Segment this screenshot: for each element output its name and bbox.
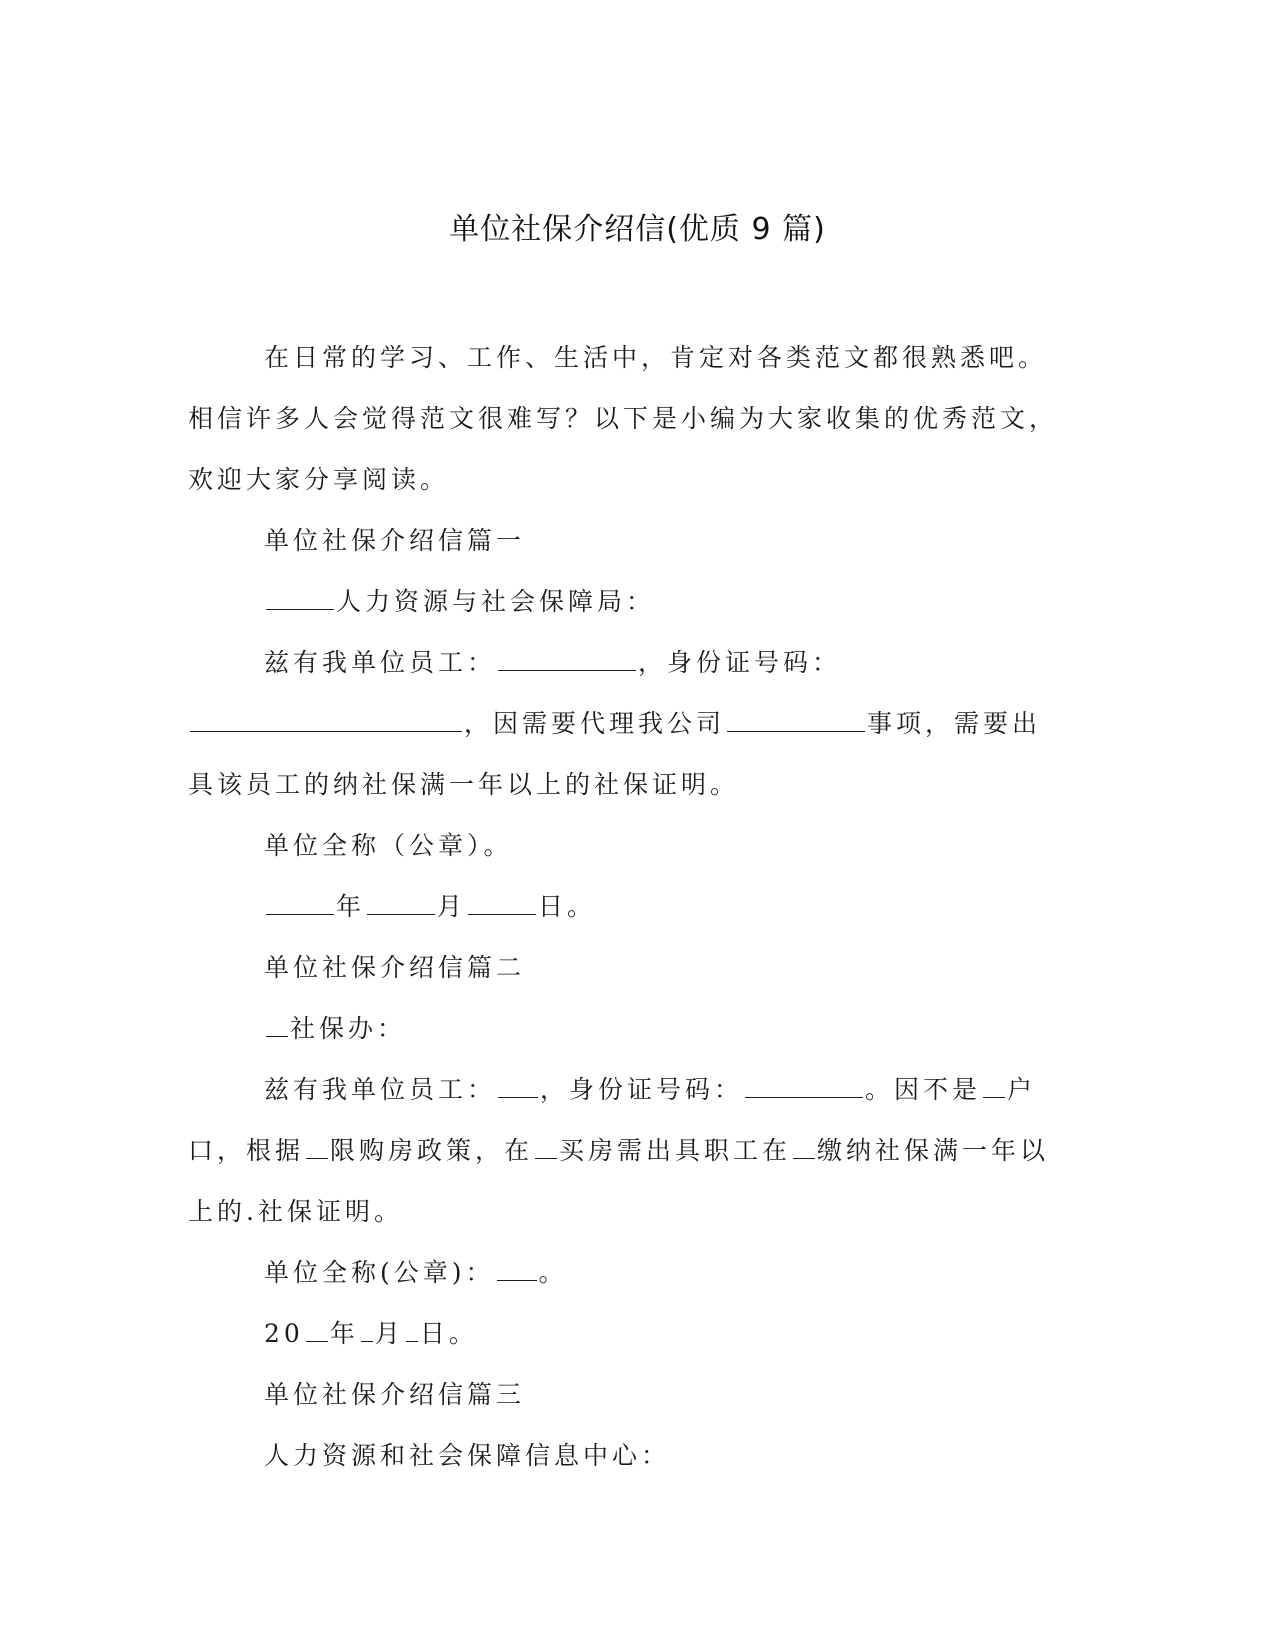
blank-field: [266, 892, 334, 915]
blank-field: [190, 709, 462, 732]
date-month: 月: [374, 1319, 404, 1348]
intro-paragraph: 在日常的学习、工作、生活中，肯定对各类范文都很熟悉吧。相信许多人会觉得范文很难写？以下是小编为大家收集的优秀范文，欢迎大家分享阅读。: [188, 343, 1059, 494]
section-1-date: [188, 876, 1068, 937]
section-1-signature: 单位全称（公章）。: [264, 831, 513, 860]
date-day: 日。: [538, 892, 597, 921]
blank-field: [498, 1075, 538, 1098]
signature-text: 单位全称(公章)：: [264, 1258, 495, 1287]
body-text: 限购房政策，在: [330, 1136, 534, 1165]
blank-field: [406, 1319, 418, 1342]
section-2-date: [188, 1303, 1068, 1364]
section-2-signature: [188, 1242, 1068, 1303]
blank-field: [266, 587, 334, 610]
section-1-heading: 单位社保介绍信篇一: [264, 526, 526, 555]
body-text: 兹有我单位员工：: [264, 1075, 497, 1104]
blank-field: [498, 648, 636, 671]
blank-field: [745, 1075, 863, 1098]
blank-field: [367, 892, 435, 915]
section-2-addressee: [188, 998, 1068, 1059]
blank-field: [306, 1319, 328, 1342]
blank-field: [793, 1136, 815, 1159]
section-3-addressee: 人力资源和社会保障信息中心：: [264, 1441, 671, 1470]
blank-field: [983, 1075, 1005, 1098]
section-2-body: [188, 1059, 1068, 1242]
body-text: 缴纳社保满一年以上的.社保证明。: [188, 1136, 1050, 1226]
section-1-body: [188, 632, 1068, 815]
date-month: 月: [437, 892, 467, 921]
blank-field: [266, 1014, 288, 1037]
body-text: 买房需出具职工在: [559, 1136, 792, 1165]
blank-field: [361, 1319, 373, 1342]
body-text: ，身份证号码：: [638, 648, 842, 677]
body-text: 户口，根据: [188, 1075, 1037, 1165]
body-text: 。因不是: [865, 1075, 982, 1104]
document-title: 单位社保介绍信(优质 9 篇): [449, 212, 826, 247]
blank-field: [727, 709, 865, 732]
body-text: 兹有我单位员工：: [264, 648, 497, 677]
blank-field: [535, 1136, 557, 1159]
section-1-addressee: [188, 571, 1068, 632]
date-prefix: 20: [264, 1319, 304, 1348]
body-text: 事项，需要出具该员工的纳社保满一年以上的社保证明。: [188, 709, 1042, 799]
addressee-text: 人力资源与社会保障局：: [336, 587, 656, 616]
date-day: 日。: [419, 1319, 478, 1348]
signature-end: 。: [538, 1258, 568, 1287]
date-year: 年: [336, 892, 366, 921]
body-text: ，身份证号码：: [540, 1075, 744, 1104]
section-3-heading: 单位社保介绍信篇三: [264, 1380, 526, 1409]
body-text: ，因需要代理我公司: [464, 709, 726, 738]
date-year: 年: [329, 1319, 359, 1348]
document-body: [188, 327, 1068, 1486]
blank-field: [468, 892, 536, 915]
blank-field: [306, 1136, 328, 1159]
section-2-heading: 单位社保介绍信篇二: [264, 953, 526, 982]
addressee-text: 社保办：: [290, 1014, 407, 1043]
blank-field: [497, 1258, 537, 1281]
